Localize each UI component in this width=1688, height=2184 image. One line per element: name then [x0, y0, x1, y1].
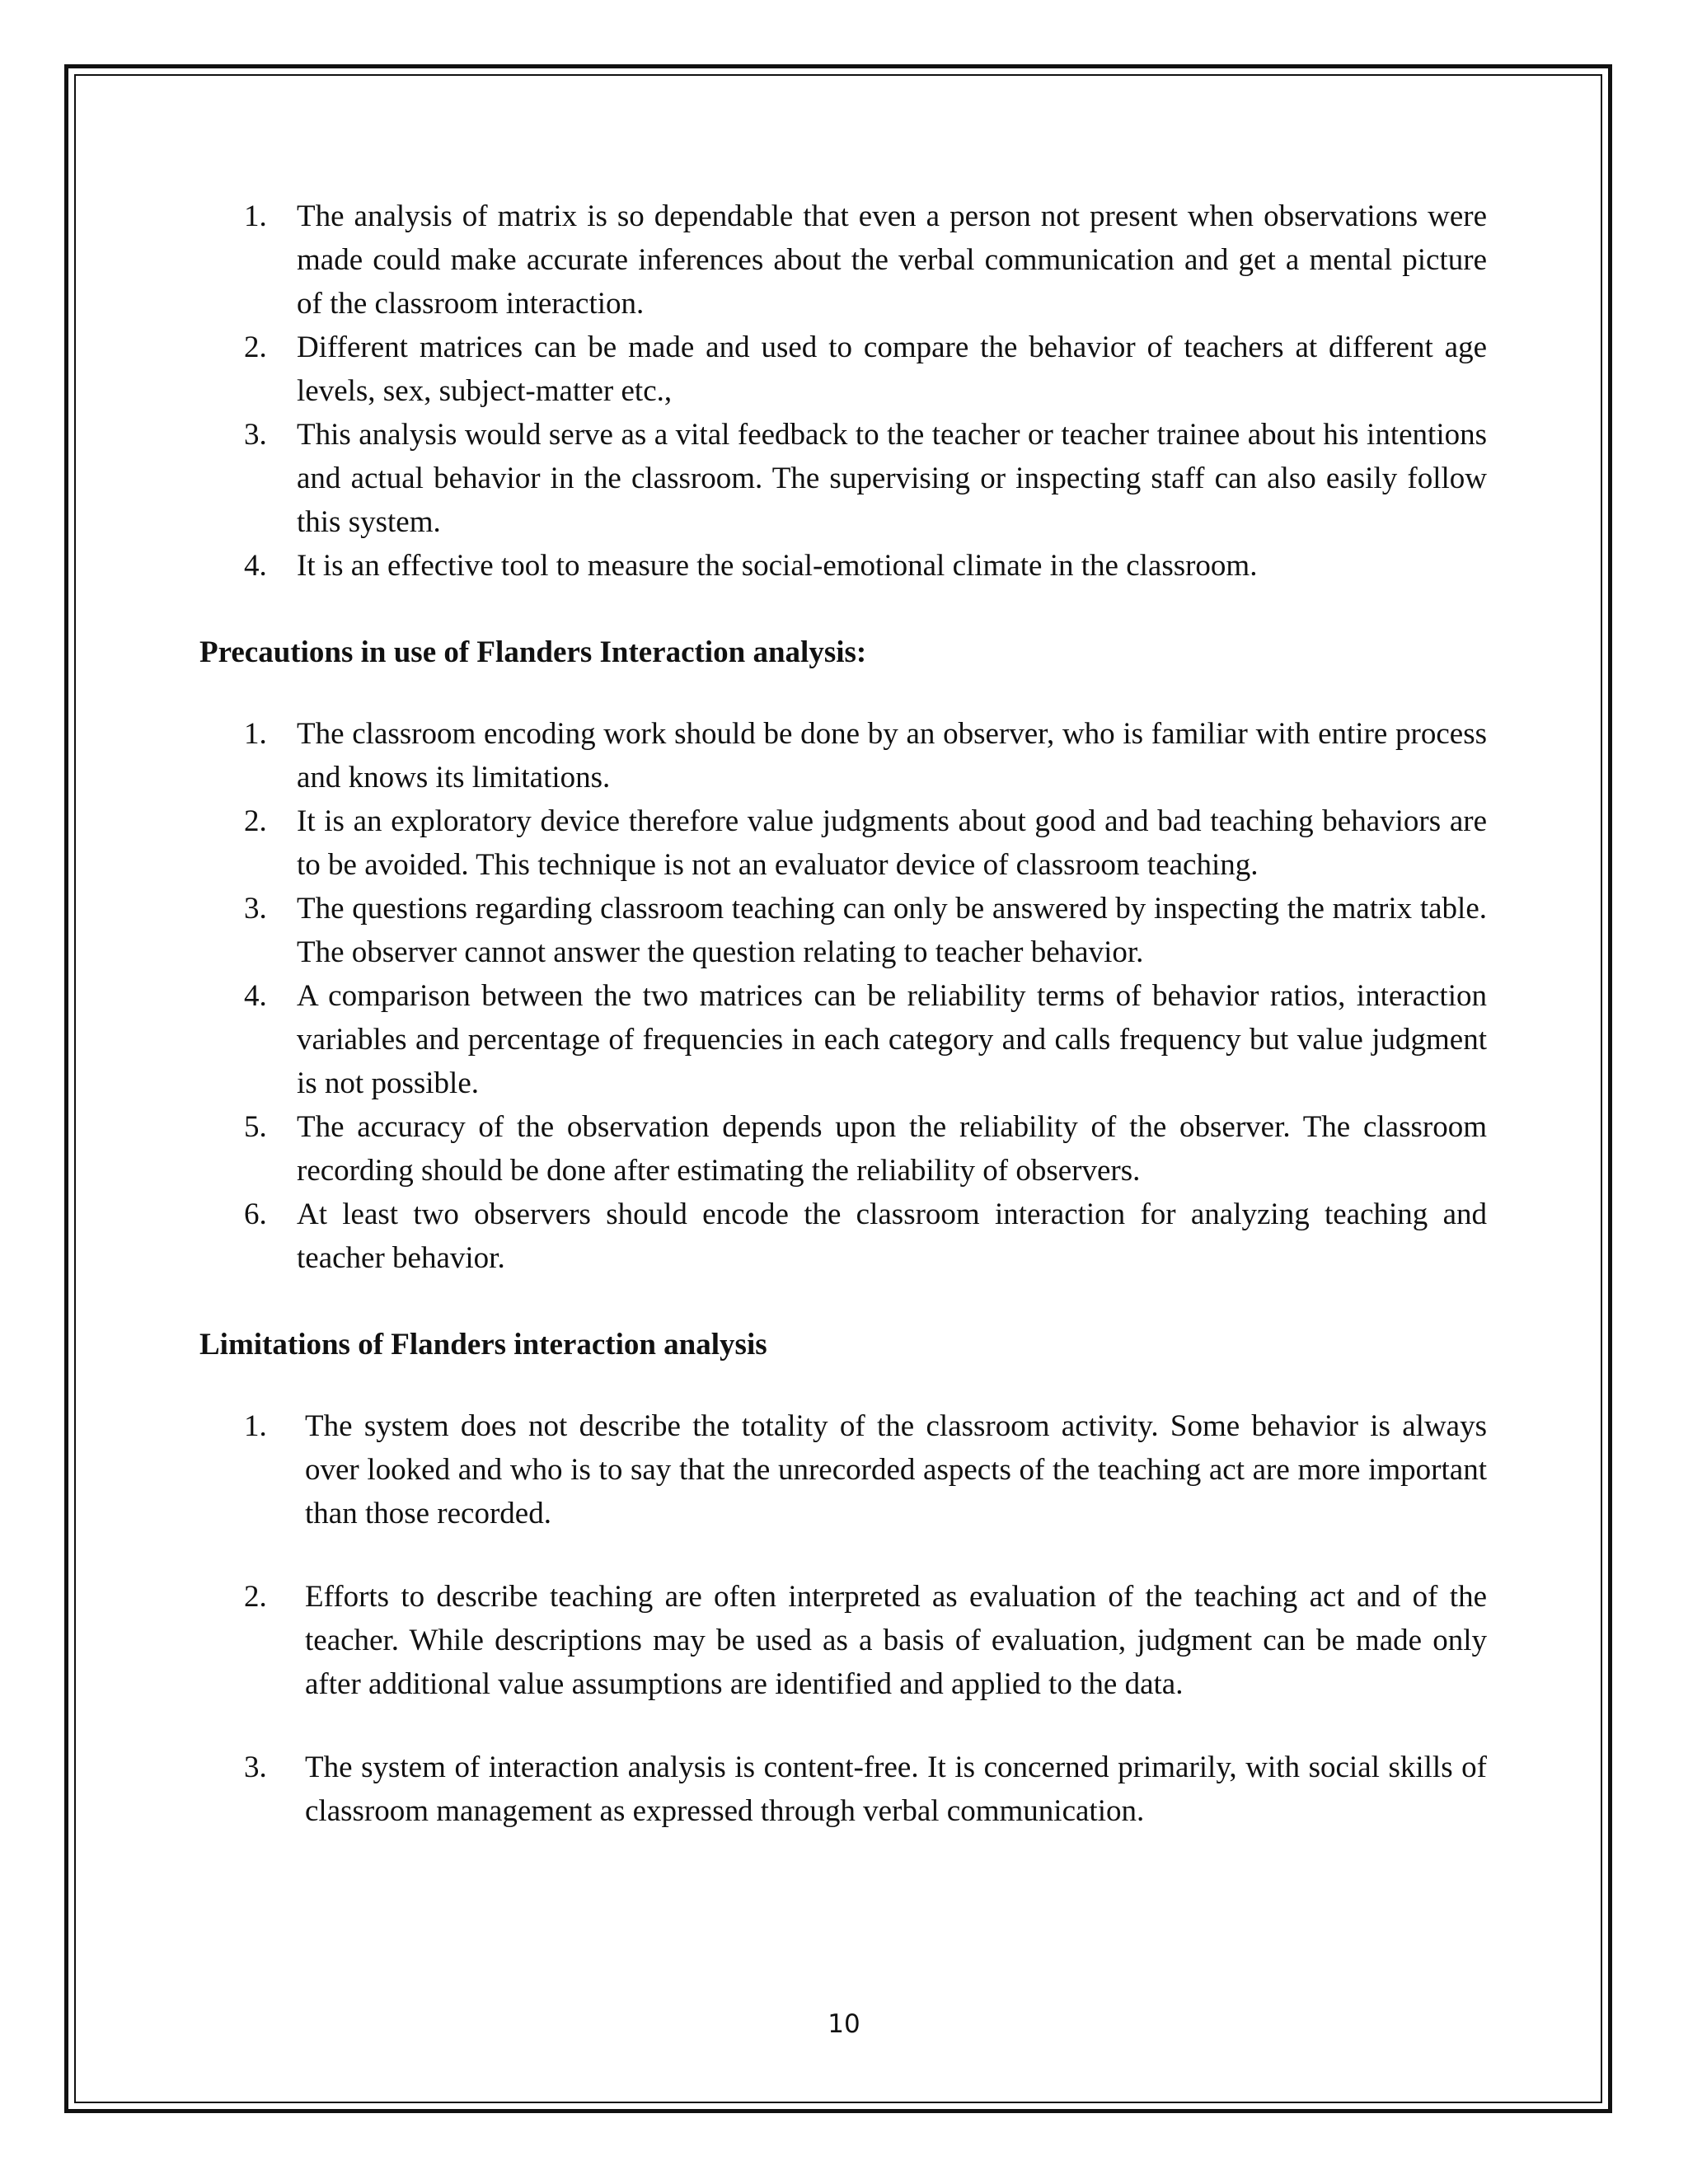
list-item-text: This analysis would serve as a vital feedback to the teacher or teacher trainee about his intentions and actual behavior in the classroom. The supervising or inspecting staff can also easily follow this system. — [297, 418, 1487, 539]
list-item-text: At least two observers should encode the classroom interaction for analyzing teaching and teacher behavior. — [297, 1197, 1487, 1275]
list-item-number: 2. — [244, 330, 267, 364]
advantages-list — [199, 194, 1487, 588]
list-item-number: 6. — [244, 1197, 267, 1231]
list-item-text: Different matrices can be made and used to compare the behavior of teachers at different age levels, sex, subject-matter etc., — [297, 330, 1487, 408]
list-item — [199, 799, 1487, 887]
page-content — [199, 194, 1487, 1833]
list-item-text: It is an exploratory device therefore value judgments about good and bad teaching behaviors are to be avoided. This technique is not an evaluator device of classroom teaching. — [297, 804, 1487, 882]
list-item-number: 1. — [244, 199, 267, 233]
list-item — [199, 544, 1487, 588]
precautions-heading: Precautions in use of Flanders Interaction analysis: — [199, 635, 867, 669]
list-item — [199, 1746, 1487, 1833]
limitations-heading: Limitations of Flanders interaction analysis — [199, 1328, 767, 1361]
page-number: 10 — [828, 2009, 860, 2039]
list-item-number: 3. — [244, 892, 267, 926]
list-item-text: The analysis of matrix is so dependable that even a person not present when observations were made could make accurate inferences about the verbal communication and get a mental picture of the classroom interaction. — [297, 199, 1487, 321]
list-item — [199, 413, 1487, 544]
list-item-number: 1. — [244, 1409, 267, 1443]
list-item — [199, 1575, 1487, 1706]
list-item-text: Efforts to describe teaching are often interpreted as evaluation of the teaching act and of the teacher. While descriptions may be used as a basis of evaluation, judgment can be made only after additional value assumptions are identified and applied to the data. — [305, 1580, 1487, 1701]
list-item — [199, 887, 1487, 974]
list-item-text: The system of interaction analysis is content-free. It is concerned primarily, with social skills of classroom management as expressed through verbal communication. — [305, 1750, 1487, 1828]
list-item — [199, 326, 1487, 413]
list-item-number: 4. — [244, 979, 267, 1013]
list-item — [199, 1105, 1487, 1193]
list-item-number: 1. — [244, 717, 267, 751]
list-item-number: 5. — [244, 1110, 267, 1144]
list-item-text: It is an effective tool to measure the social-emotional climate in the classroom. — [297, 549, 1258, 583]
list-item — [199, 194, 1487, 326]
precautions-list — [199, 712, 1487, 1280]
list-item-number: 2. — [244, 1580, 267, 1614]
list-item — [199, 1404, 1487, 1535]
list-item-text: A comparison between the two matrices can be reliability terms of behavior ratios, interaction variables and percentage of frequencies in each category and calls frequency but value judgment is not possible. — [297, 979, 1487, 1100]
list-item-text: The questions regarding classroom teaching can only be answered by inspecting the matrix table. The observer cannot answer the question relating to teacher behavior. — [297, 892, 1487, 969]
list-item-number: 4. — [244, 549, 267, 583]
list-item-number: 2. — [244, 804, 267, 838]
list-item — [199, 712, 1487, 799]
list-item-text: The accuracy of the observation depends upon the reliability of the observer. The classroom recording should be done after estimating the reliability of observers. — [297, 1110, 1487, 1188]
list-item-number: 3. — [244, 418, 267, 452]
list-item-text: The classroom encoding work should be done by an observer, who is familiar with entire process and knows its limitations. — [297, 717, 1487, 794]
list-item — [199, 1193, 1487, 1280]
list-item-text: The system does not describe the totality of the classroom activity. Some behavior is always over looked and who is to say that the unrecorded aspects of the teaching act are more important than those recorded. — [305, 1409, 1487, 1530]
list-item-number: 3. — [244, 1750, 267, 1784]
limitations-list — [199, 1404, 1487, 1833]
list-item — [199, 974, 1487, 1105]
